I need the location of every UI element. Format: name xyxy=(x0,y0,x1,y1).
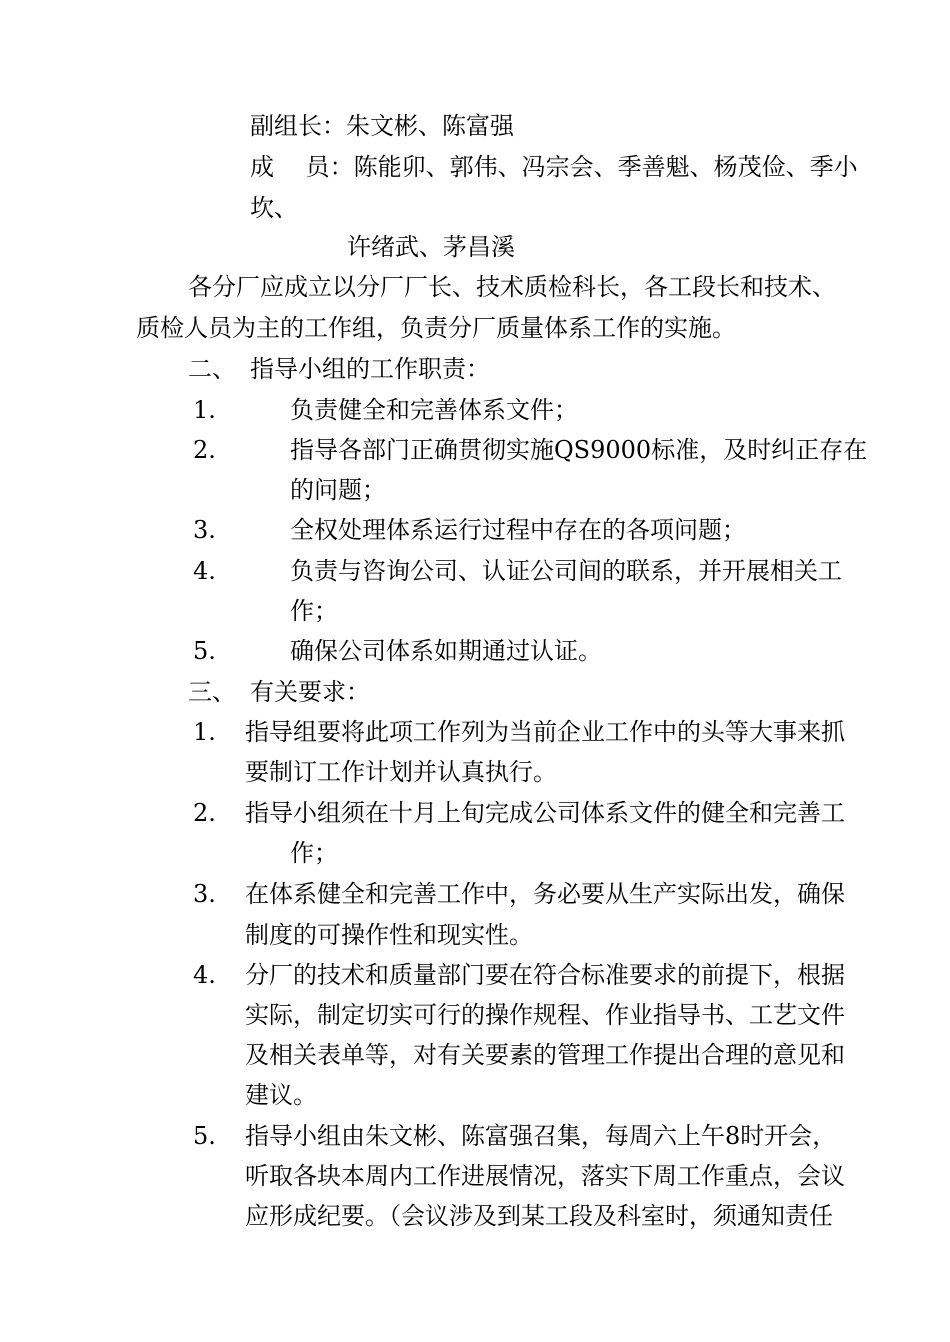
duty-item-number: 2. xyxy=(193,436,216,464)
requirement-item-text-continued: 要制订工作计划并认真执行。 xyxy=(245,758,557,786)
duty-item-text-continued: 的问题； xyxy=(290,476,386,504)
requirement-item-text: 指导组要将此项工作列为当前企业工作中的头等大事来抓 xyxy=(245,718,845,746)
section-three-heading: 有关要求： xyxy=(250,678,370,706)
requirement-item-number: 5. xyxy=(193,1122,216,1150)
section-two-heading: 指导小组的工作职责： xyxy=(250,355,490,383)
members-line-continued: 坎、 xyxy=(250,194,298,222)
duty-item-number: 4. xyxy=(193,557,216,585)
duty-item-text: 负责健全和完善体系文件； xyxy=(290,396,578,424)
duty-item-number: 1. xyxy=(193,396,216,424)
members-line: 成 员：陈能卯、郭伟、冯宗会、季善魁、杨茂俭、季小 xyxy=(250,153,858,181)
requirement-item-text-continued: 及相关表单等，对有关要素的管理工作提出合理的意见和 xyxy=(245,1041,845,1069)
requirement-item-number: 1. xyxy=(193,718,216,746)
requirement-item-text: 在体系健全和完善工作中，务必要从生产实际出发，确保 xyxy=(245,880,845,908)
requirement-item-number: 2. xyxy=(193,799,216,827)
requirement-item-text: 指导小组由朱文彬、陈富强召集，每周六上午8时开会， xyxy=(245,1122,837,1150)
requirement-item-text-continued: 建议。 xyxy=(245,1081,317,1109)
duty-item-text-continued: 作； xyxy=(290,597,338,625)
requirement-item-text-continued: 制度的可操作性和现实性。 xyxy=(245,921,533,949)
requirement-item-text-continued: 实际，制定切实可行的操作规程、作业指导书、工艺文件 xyxy=(245,1001,845,1029)
requirement-item-text-continued: 作； xyxy=(290,839,338,867)
requirement-item-number: 4. xyxy=(193,961,216,989)
branch-paragraph-line-2: 质检人员为主的工作组，负责分厂质量体系工作的实施。 xyxy=(136,314,736,342)
duty-item-text: 全权处理体系运行过程中存在的各项问题； xyxy=(290,516,746,544)
branch-paragraph-line-1: 各分厂应成立以分厂厂长、技术质检科长，各工段长和技术、 xyxy=(188,273,836,301)
duty-item-number: 5. xyxy=(193,637,216,665)
duty-item-text: 确保公司体系如期通过认证。 xyxy=(290,637,602,665)
requirement-item-text: 分厂的技术和质量部门要在符合标准要求的前提下，根据 xyxy=(245,961,845,989)
requirement-item-number: 3. xyxy=(193,880,216,908)
section-two-marker: 二、 xyxy=(188,355,236,383)
duty-item-text: 指导各部门正确贯彻实施QS9000标准，及时纠正存在 xyxy=(290,436,868,464)
section-three-marker: 三、 xyxy=(188,678,236,706)
duty-item-number: 3. xyxy=(193,516,216,544)
deputy-leader-line: 副组长：朱文彬、陈富强 xyxy=(250,112,514,140)
requirement-item-text: 指导小组须在十月上旬完成公司体系文件的健全和完善工 xyxy=(245,799,845,827)
duty-item-text: 负责与咨询公司、认证公司间的联系，并开展相关工 xyxy=(290,557,842,585)
members-line-extra: 许绪武、茅昌溪 xyxy=(347,233,515,261)
requirement-item-text-continued: 应形成纪要。（会议涉及到某工段及科室时，须通知责任 xyxy=(245,1202,833,1230)
requirement-item-text-continued: 听取各块本周内工作进展情况，落实下周工作重点，会议 xyxy=(245,1162,845,1190)
